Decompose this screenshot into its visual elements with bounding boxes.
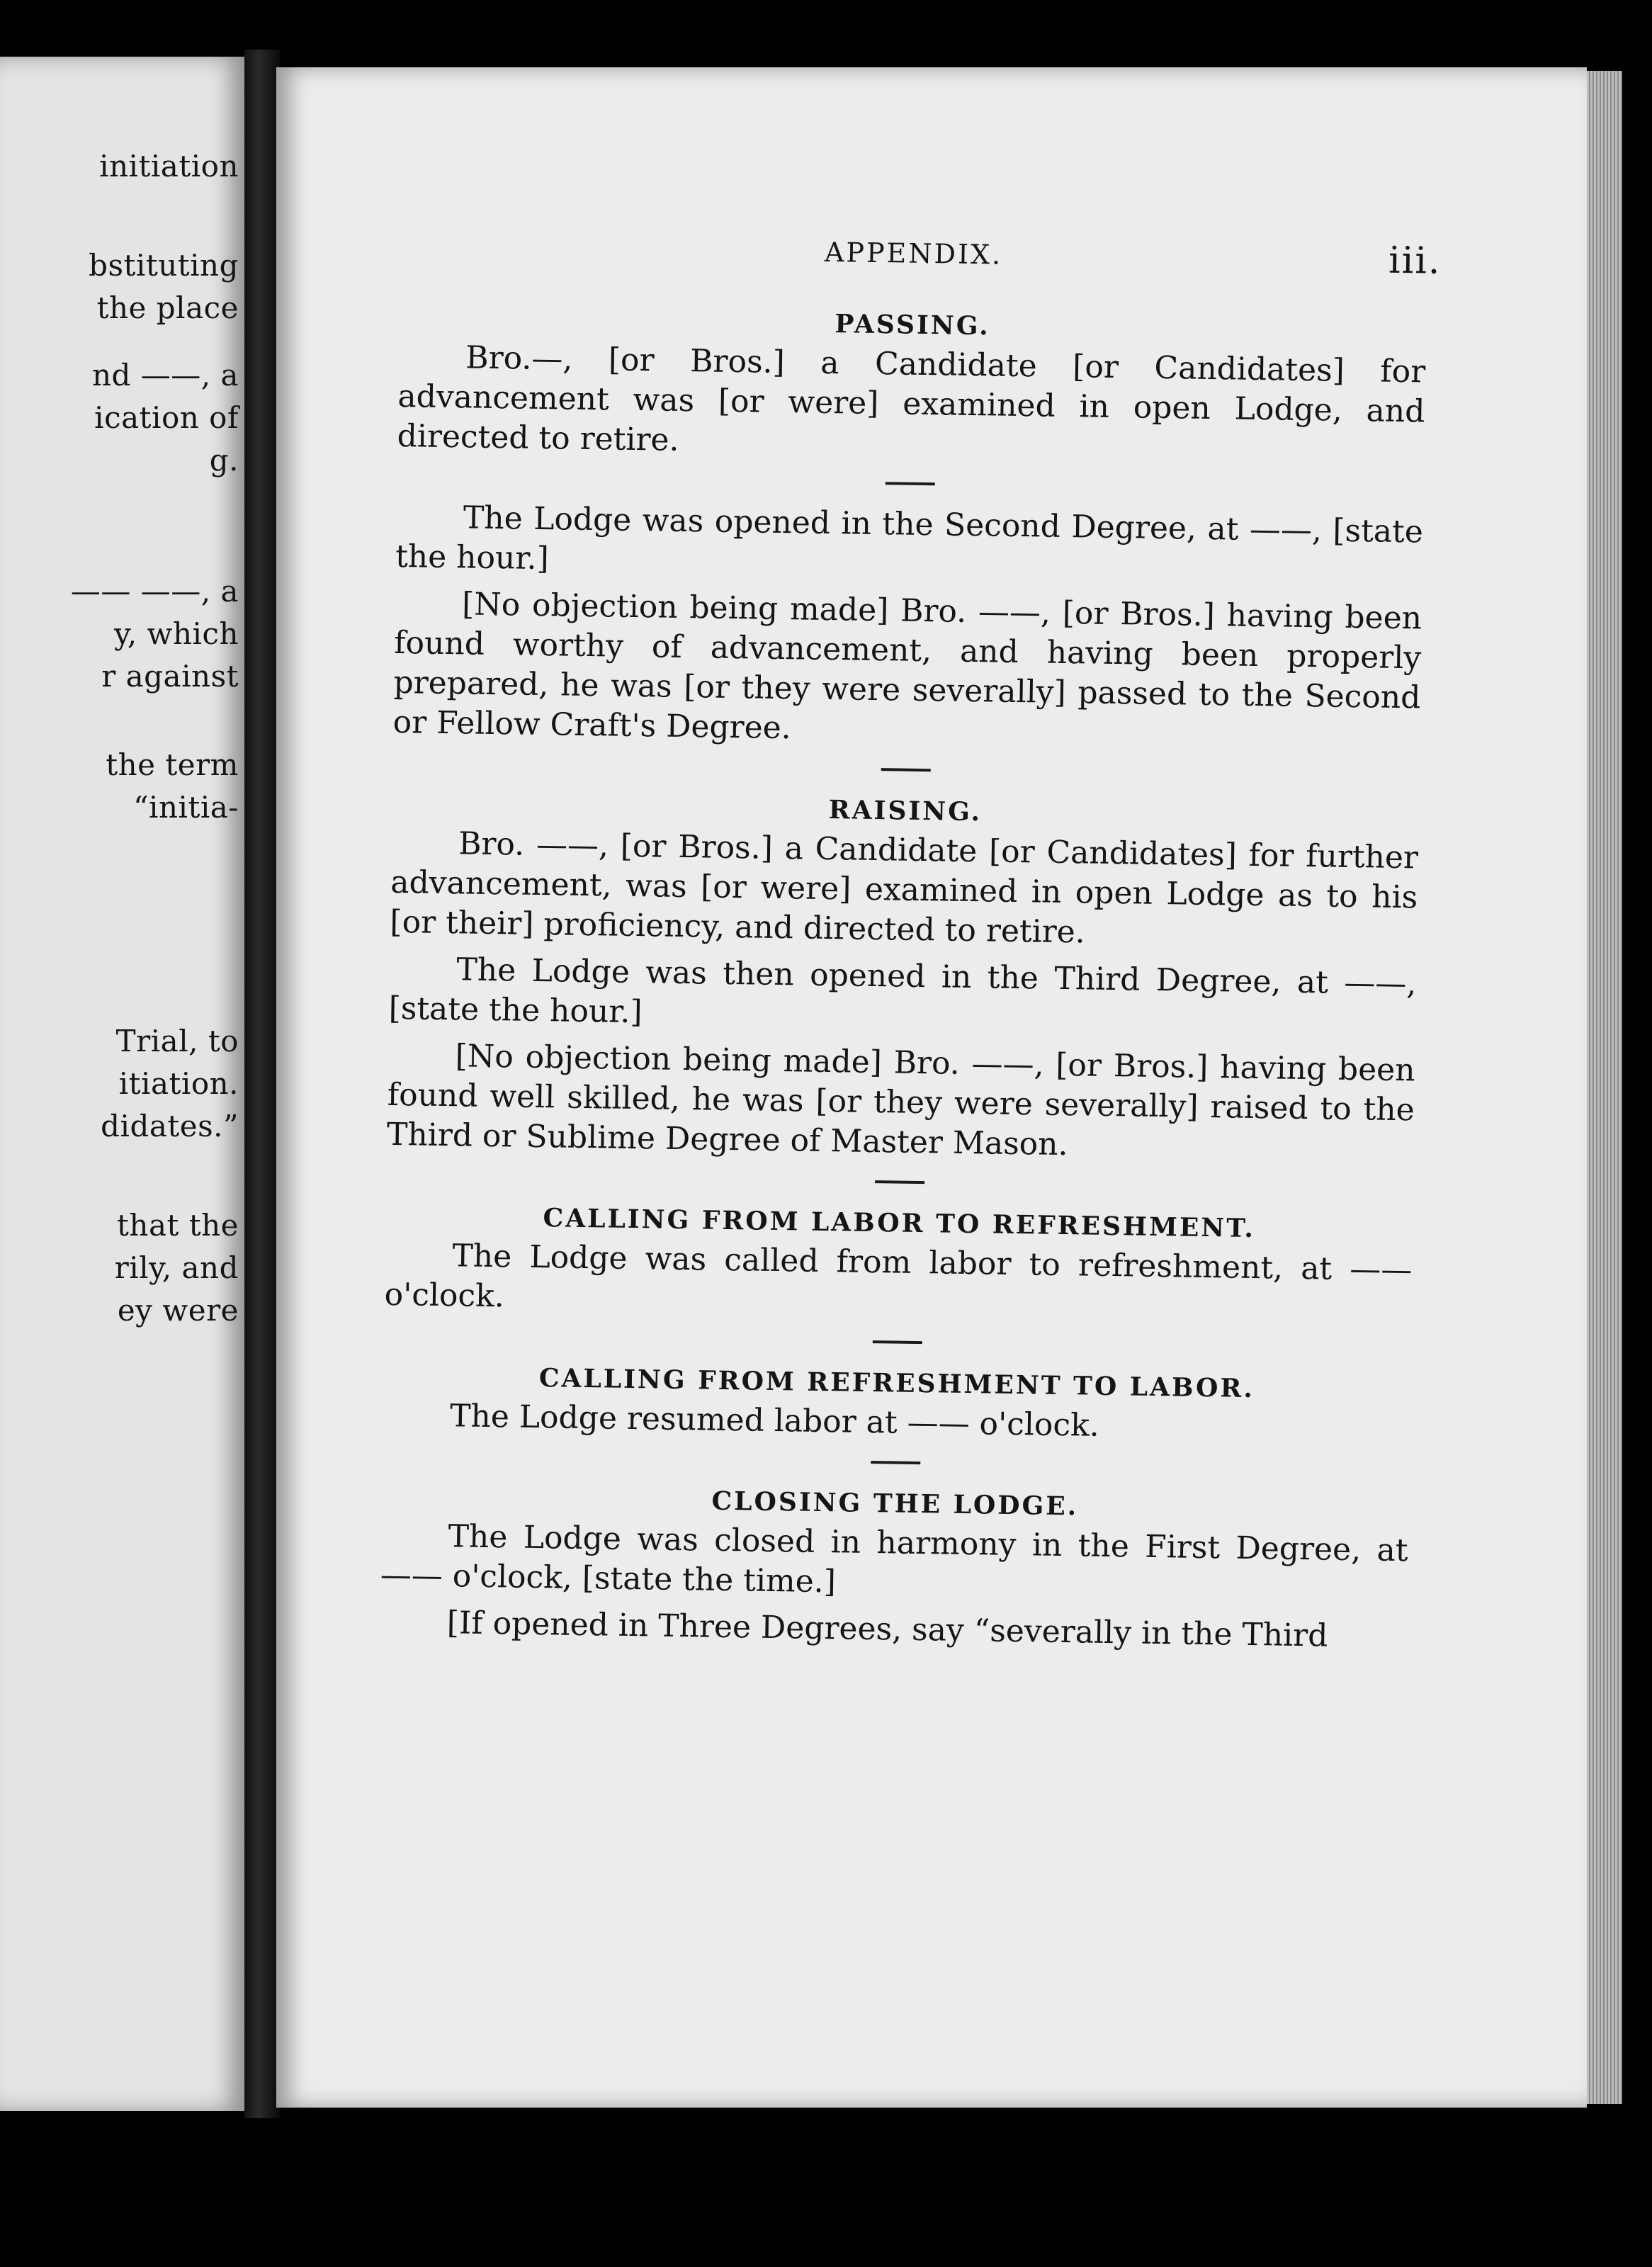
book-gutter xyxy=(244,50,280,2118)
left-page-fragment: ey were xyxy=(117,1293,239,1328)
left-page-fragment: “initia- xyxy=(133,790,239,825)
left-page-fragment: r against xyxy=(101,659,239,694)
left-page-fragment: the place xyxy=(96,290,239,325)
section-divider xyxy=(871,1461,920,1464)
body-paragraph: The Lodge was closed in harmony in the First Degree, at—— o'clock, [state the time.] xyxy=(380,1518,1408,1600)
body-paragraph: The Lodge resumed labor at —— o'clock. xyxy=(449,1398,1100,1444)
page-number: iii. xyxy=(1388,239,1442,283)
running-head xyxy=(400,230,1442,295)
left-page-fragment: that the xyxy=(117,1208,239,1243)
left-page-fragment: rily, and xyxy=(114,1250,239,1285)
left-page-fragment: g. xyxy=(209,443,239,477)
left-page-fragment: itiation. xyxy=(118,1066,239,1101)
section-divider xyxy=(875,1180,924,1184)
section-heading: CALLING FROM REFRESHMENT TO LABOR. xyxy=(538,1363,1255,1404)
body-paragraph: [No objection being made] Bro. ——, [or Bros.] having been found well skilled, he was [or they were severally] raised to the Third or Sublime Degree of Master Mason. xyxy=(386,1038,1415,1163)
left-page-fragment: ication of xyxy=(94,400,239,435)
body-paragraph: The Lodge was called from labor to refreshment, at —— o'clock. xyxy=(384,1238,1413,1315)
section-divider xyxy=(881,768,931,771)
left-facing-page xyxy=(0,57,244,2111)
left-page-fragment: bstituting xyxy=(89,248,239,283)
right-page xyxy=(276,67,1587,2108)
body-paragraph: Bro.—, [or Bros.] a Candidate [or Candidates] for advancement was [or were] examined in open Lodge, and directed to retire. xyxy=(397,339,1426,458)
paragraph-divider xyxy=(886,482,935,485)
running-head-title: APPENDIX. xyxy=(824,236,1003,271)
section-heading: CALLING FROM LABOR TO REFRESHMENT. xyxy=(543,1203,1256,1244)
section-divider xyxy=(873,1340,922,1344)
section-heading: RAISING. xyxy=(828,795,983,827)
section-heading: PASSING. xyxy=(835,309,991,341)
page-text-block xyxy=(380,230,1442,1654)
body-paragraph: [If opened in Three Degrees, say “severally in the Third xyxy=(446,1605,1328,1654)
left-page-fragment: nd ——, a xyxy=(91,358,239,392)
body-paragraph: Bro. ——, [or Bros.] a Candidate [or Candidates] for further advancement, was [or were] examined in open Lodge as to his [or their] proficiency, and directed to retire. xyxy=(390,825,1419,951)
left-page-fragment: initiation xyxy=(99,149,239,183)
body-paragraph: The Lodge was opened in the Second Degree, at ——, [state the hour.] xyxy=(395,499,1424,577)
page-body xyxy=(379,298,1426,1664)
left-page-fragment: the term xyxy=(106,747,239,782)
left-page-fragment: Trial, to xyxy=(115,1024,239,1058)
body-paragraph: The Lodge was then opened in the Third Degree, at ——, [state the hour.] xyxy=(388,951,1417,1031)
left-page-fragment: —— ——, a xyxy=(70,574,239,609)
body-paragraph: [No objection being made] Bro. ——, [or Bros.] having been found worthy of advancement, and having been properly prepared, he was [or they were severally] passed to the Second or Fellow Craft's Degree. xyxy=(392,586,1422,747)
section-heading: CLOSING THE LODGE. xyxy=(711,1486,1079,1522)
left-page-fragment: didates.” xyxy=(101,1109,239,1143)
left-page-fragment: y, which xyxy=(114,616,239,651)
page-edges xyxy=(1587,71,1622,2104)
